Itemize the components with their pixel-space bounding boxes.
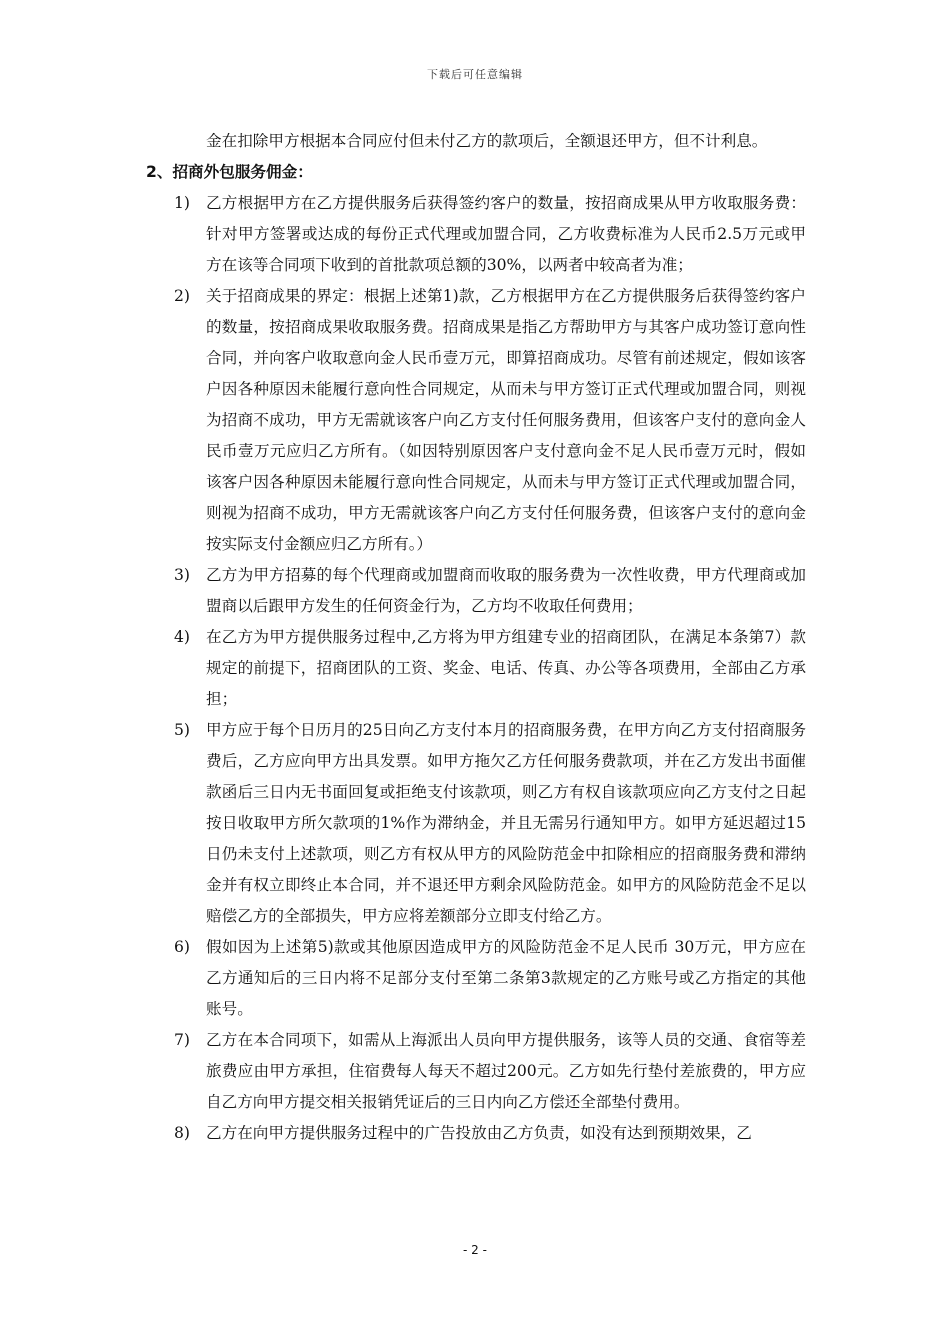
- clause-text: 乙方在本合同项下，如需从上海派出人员向甲方提供服务，该等人员的交通、食宿等差旅费应由甲方承担，住宿费每人每天不超过200元。乙方如先行垫付差旅费的，甲方应自乙方向甲方提交相关报销凭证后的三日内向乙方偿还全部垫付费用。: [206, 1031, 806, 1111]
- document-body: [0, 126, 950, 1149]
- clause-number: 6): [174, 938, 191, 956]
- clause-text: 乙方在向甲方提供服务过程中的广告投放由乙方负责，如没有达到预期效果，乙: [206, 1124, 752, 1142]
- clause-text: 关于招商成果的界定：根据上述第1)款，乙方根据甲方在乙方提供服务后获得签约客户的数量，按招商成果收取服务费。招商成果是指乙方帮助甲方与其客户成功签订意向性合同，并向客户收取意向金人民币壹万元，即算招商成功。尽管有前述规定，假如该客户因各种原因未能履行意向性合同规定，从而未与甲方签订正式代理或加盟合同，则视为招商不成功，甲方无需就该客户向乙方支付任何服务费用，但该客户支付的意向金人民币壹万元应归乙方所有。（如因特别原因客户支付意向金不足人民币壹万元时，假如该客户因各种原因未能履行意向性合同规定，从而未与甲方签订正式代理或加盟合同，则视为招商不成功，甲方无需就该客户向乙方支付任何服务费，但该客户支付的意向金按实际支付金额应归乙方所有。）: [206, 287, 806, 553]
- clause-item-6: [174, 932, 806, 1025]
- clause-item-4: [174, 622, 806, 715]
- clause-number: 8): [174, 1124, 191, 1142]
- section-title: 2、招商外包服务佣金：: [146, 163, 313, 181]
- clause-number: 1): [174, 194, 191, 212]
- clause-number: 3): [174, 566, 191, 584]
- clause-item-8: [174, 1118, 806, 1149]
- clause-item-2: [174, 281, 806, 560]
- clause-text: 乙方根据甲方在乙方提供服务后获得签约客户的数量，按招商成果从甲方收取服务费：针对甲方签署或达成的每份正式代理或加盟合同，乙方收费标准为人民币2.5万元或甲方在该等合同项下收到的首批款项总额的30%，以两者中较高者为准；: [206, 194, 806, 274]
- clause-text: 乙方为甲方招募的每个代理商或加盟商而收取的服务费为一次性收费，甲方代理商或加盟商以后跟甲方发生的任何资金行为，乙方均不收取任何费用；: [206, 566, 806, 615]
- continuation-line: 金在扣除甲方根据本合同应付但未付乙方的款项后，全额退还甲方，但不计利息。: [206, 132, 768, 150]
- page-header: 下载后可任意编辑: [427, 68, 523, 81]
- clause-item-5: [174, 715, 806, 932]
- clause-number: 7): [174, 1031, 191, 1049]
- page-number: - 2 -: [463, 1243, 487, 1257]
- clause-number: 2): [174, 287, 191, 305]
- clause-text: 甲方应于每个日历月的25日向乙方支付本月的招商服务费，在甲方向乙方支付招商服务费后，乙方应向甲方出具发票。如甲方拖欠乙方任何服务费款项，并在乙方发出书面催款函后三日内无书面回复或拒绝支付该款项，则乙方有权自该款项应向乙方支付之日起按日收取甲方所欠款项的1%作为滞纳金，并且无需另行通知甲方。如甲方延迟超过15日仍未支付上述款项，则乙方有权从甲方的风险防范金中扣除相应的招商服务费和滞纳金并有权立即终止本合同，并不退还甲方剩余风险防范金。如甲方的风险防范金不足以赔偿乙方的全部损失，甲方应将差额部分立即支付给乙方。: [206, 721, 806, 925]
- clause-text: 在乙方为甲方提供服务过程中,乙方将为甲方组建专业的招商团队，在满足本条第7）款规定的前提下，招商团队的工资、奖金、电话、传真、办公等各项费用，全部由乙方承担；: [206, 628, 806, 708]
- clause-number: 4): [174, 628, 191, 646]
- clause-item-1: [174, 188, 806, 281]
- clause-item-7: [174, 1025, 806, 1118]
- clause-number: 5): [174, 721, 191, 739]
- clause-text: 假如因为上述第5)款或其他原因造成甲方的风险防范金不足人民币 30万元，甲方应在乙方通知后的三日内将不足部分支付至第二条第3款规定的乙方账号或乙方指定的其他账号。: [206, 938, 806, 1018]
- clause-item-3: [174, 560, 806, 622]
